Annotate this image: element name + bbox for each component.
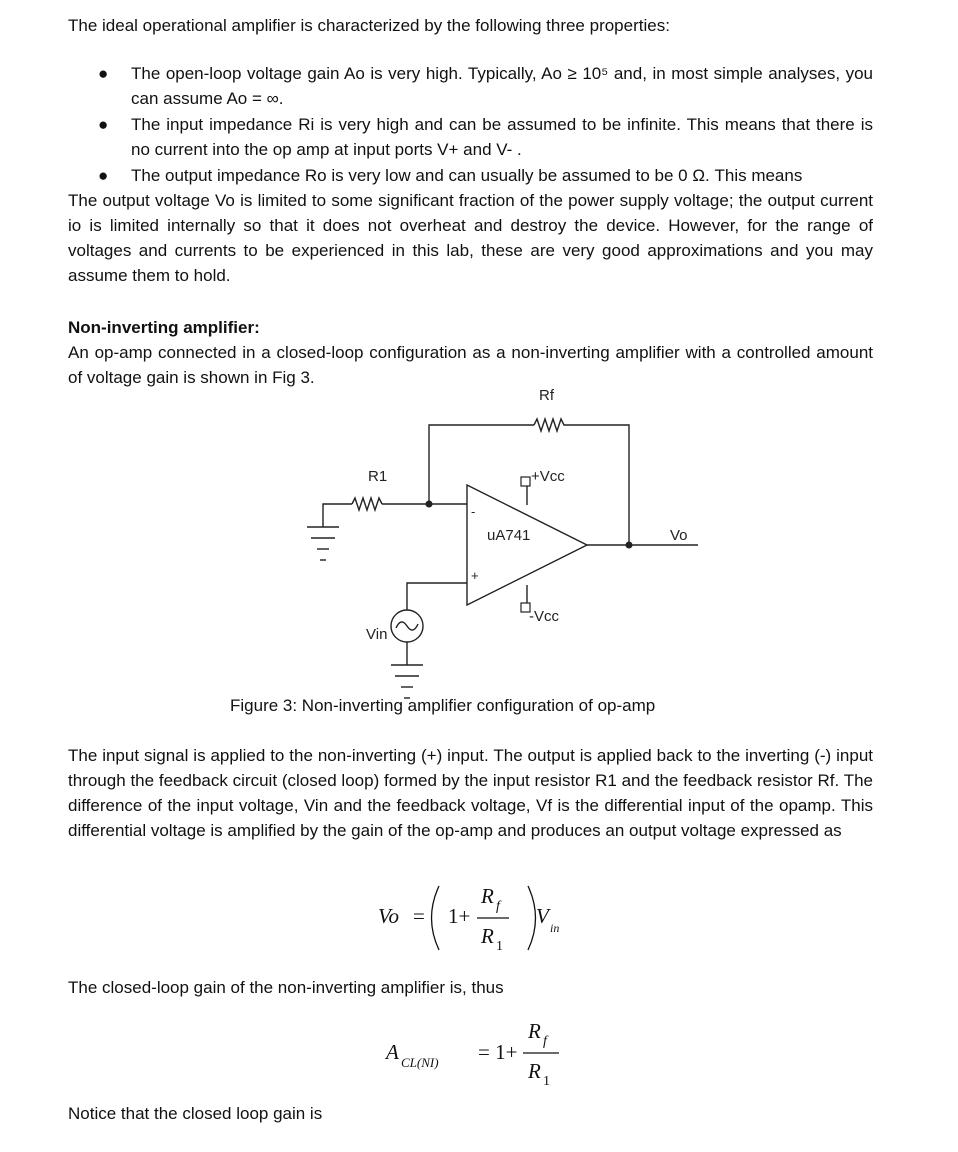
eq2-numerator: R [528,1019,541,1043]
eq1-lhs: Vo [378,904,399,928]
bullet-dot: ● [98,64,109,83]
label-inverting: - [471,504,476,519]
junction-dot [426,501,433,508]
label-rf: Rf [539,387,554,404]
feedback-wire-right [566,425,629,545]
eq2-fraction-bar [383,1017,583,1097]
eq2-lhs: A [386,1040,399,1064]
noninverting-wire [407,583,467,610]
bullet-dot: ● [98,115,109,134]
label-vcc-neg: -Vcc [529,608,559,625]
eq1-denominator: R [481,924,494,948]
figure-caption: Figure 3: Non-inverting amplifier configuration of op-amp [230,696,656,715]
eq2-rhs: = 1+ [478,1040,518,1064]
bullet-open-loop-gain: The open-loop voltage gain Ao is very high. Typically, Ao ≥ 10⁵ and, in most simple analyses, you can assume Ao = ∞. [131,64,873,108]
eq2-denominator-sub: 1 [543,1074,550,1089]
bullet-output-impedance: The output impedance Ro is very low and can usually be assumed to be 0 Ω. This means [131,166,803,185]
limits-paragraph: The output voltage Vo is limited to some significant fraction of the power supply voltage; the output current io is limited internally so that it does not overheat and destroy the device. However, for the range of voltages and currents to be experienced in this lab, these are very good approximations and you may assume them to hold. [68,191,873,285]
label-opamp: uA741 [487,527,531,544]
junction-dot [626,542,633,549]
r1-left-wire [323,504,352,527]
label-vo: Vo [670,527,688,544]
label-vin: Vin [366,626,388,643]
eq1-one-plus: 1+ [448,904,471,928]
eq2-lhs-sub: CL(NI) [401,1055,439,1070]
notice-text: Notice that the closed loop gain is [68,1104,323,1123]
section-heading: Non-inverting amplifier: [68,318,260,337]
label-vcc-pos: +Vcc [531,468,565,485]
intro-text: The ideal operational amplifier is characterized by the following three properties: [68,16,670,35]
eq2-denominator: R [528,1059,541,1083]
eq2-numerator-sub: f [543,1034,547,1049]
closed-loop-text: The closed-loop gain of the non-inverting amplifier is, thus [68,978,504,997]
equation-closed-loop-gain [383,1017,583,1097]
description-paragraph: The input signal is applied to the non-inverting (+) input. The output is applied back to the inverting (-) input through the feedback circuit (closed loop) formed by the input resistor R1 and the feedback resistor Rf. The difference of the input voltage, Vin and the feedback voltage, Vf is the differential input of the opamp. This differential voltage is amplified by the gain of the op-amp and produces an output voltage expressed as [68,746,873,840]
vcc-pos-pin [521,477,530,486]
eq1-vin: V [536,904,549,928]
equation-output-voltage [368,880,568,960]
section-intro: An op-amp connected in a closed-loop configuration as a non-inverting amplifier with a controlled amount of voltage gain is shown in Fig 3. [68,343,873,387]
eq1-numerator: R [481,884,494,908]
label-noninverting: + [471,568,479,583]
eq1-vin-sub: in [550,921,560,935]
bullet-input-impedance: The input impedance Ri is very high and can be assumed to be infinite. This means that there is no current into the op amp at input ports V+ and V- . [131,115,873,159]
rf-resistor [534,419,566,431]
r1-resistor [352,498,382,510]
eq1-equals: = [413,904,425,928]
label-r1: R1 [368,468,388,485]
eq1-denominator-sub: 1 [496,939,503,954]
eq1-numerator-sub: f [496,899,500,914]
bullet-dot: ● [98,166,109,185]
